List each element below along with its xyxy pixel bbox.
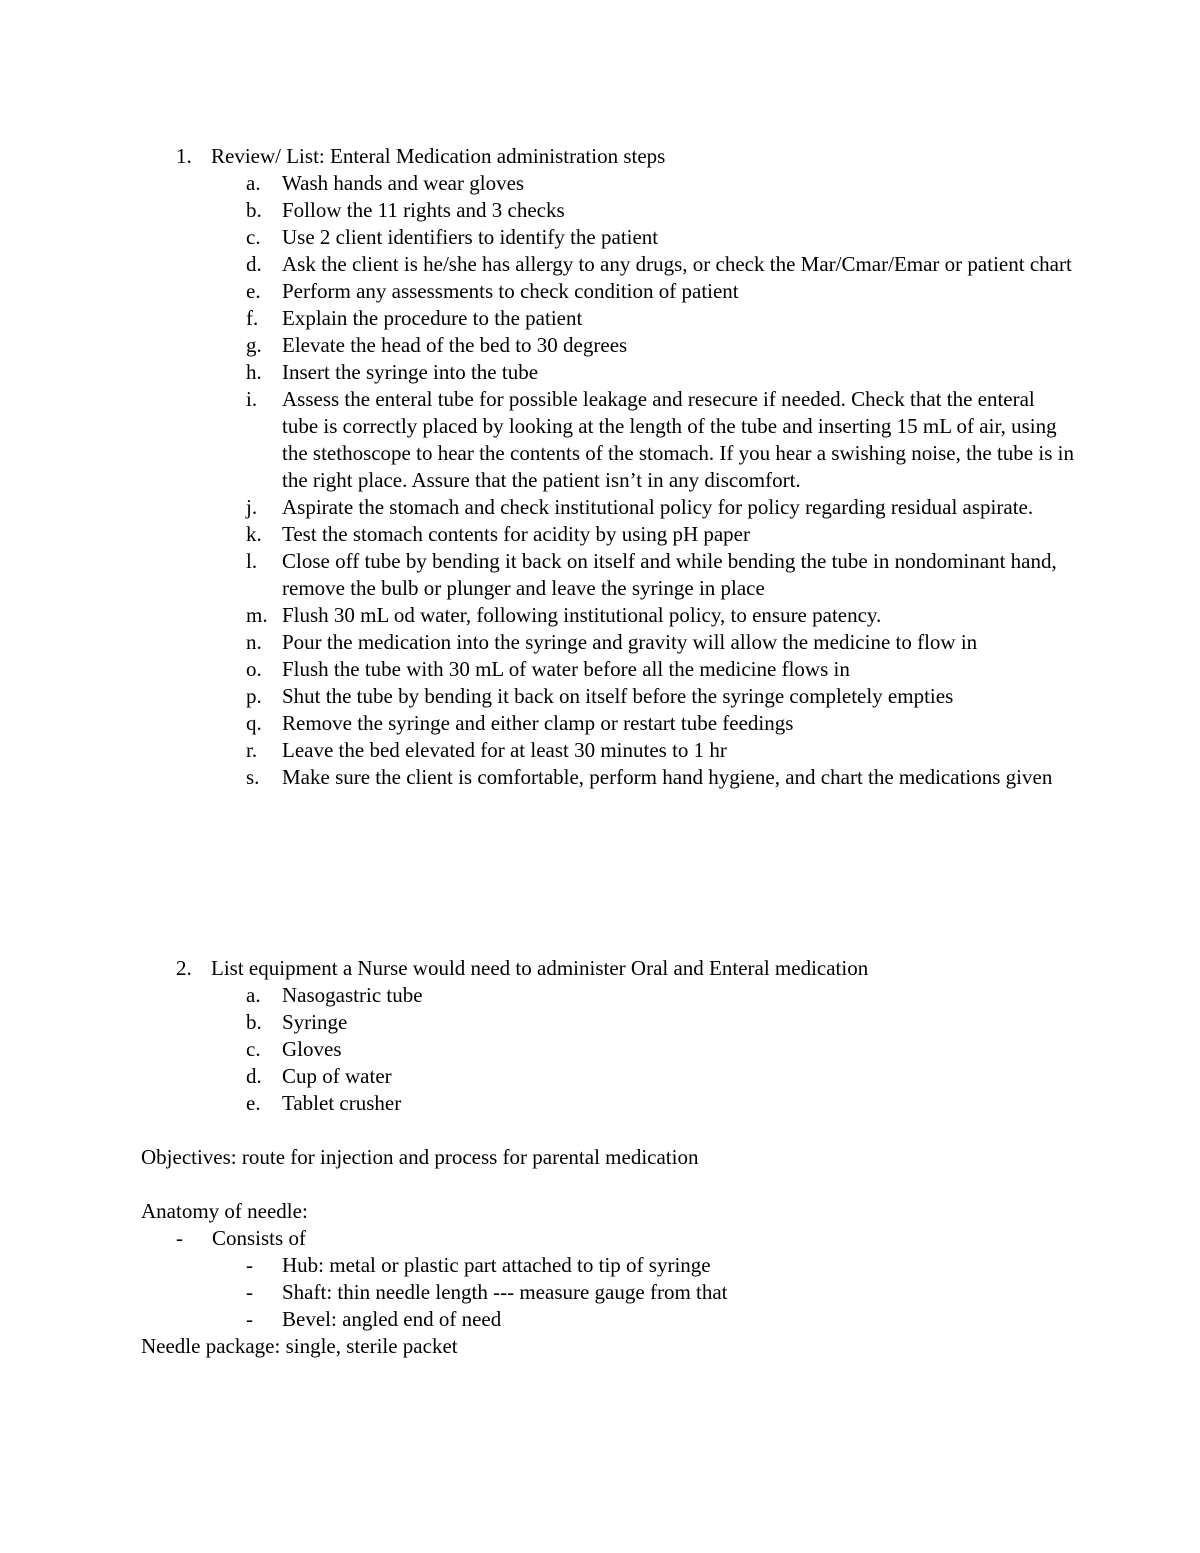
list-marker: k. — [246, 522, 262, 546]
list-item — [246, 197, 1076, 224]
list-marker: d. — [246, 1064, 262, 1088]
needle-part-text: Bevel: angled end of need — [282, 1307, 502, 1331]
section-1-number: 1. — [176, 144, 192, 168]
list-item-text: Nasogastric tube — [282, 983, 423, 1007]
objectives-line: Objectives: route for injection and process for parental medication — [141, 1145, 699, 1169]
needle-part-hub — [246, 1252, 711, 1279]
list-marker: p. — [246, 684, 262, 708]
list-item-text: Wash hands and wear gloves — [282, 171, 525, 195]
list-marker: a. — [246, 983, 261, 1007]
list-item-text: Remove the syringe and either clamp or restart tube feedings — [282, 711, 794, 735]
list-item — [246, 305, 1076, 332]
list-item-text: Use 2 client identifiers to identify the patient — [282, 225, 659, 249]
section-2-number: 2. — [176, 956, 192, 980]
list-marker: b. — [246, 198, 262, 222]
list-item-text: Ask the client is he/she has allergy to any drugs, or check the Mar/Cmar/Emar or patient chart — [282, 252, 1072, 276]
list-marker: o. — [246, 657, 262, 681]
list-item-text: Aspirate the stomach and check institutional policy for policy regarding residual aspirate. — [282, 495, 1034, 519]
list-item-text: Gloves — [282, 1037, 342, 1061]
consists-of-line — [176, 1225, 306, 1252]
list-item — [246, 1036, 1076, 1063]
list-item-text: Shut the tube by bending it back on itself before the syringe completely empties — [282, 684, 954, 708]
list-item — [246, 683, 1076, 710]
list-item — [246, 170, 1076, 197]
list-item-text: Close off tube by bending it back on itself and while bending the tube in nondominant hand, remove the bulb or plunger and leave the syringe in place — [282, 549, 1057, 600]
list-item-text: Syringe — [282, 1010, 348, 1034]
list-item — [246, 629, 1076, 656]
list-item-text: Follow the 11 rights and 3 checks — [282, 198, 565, 222]
list-item — [246, 737, 1076, 764]
list-marker: r. — [246, 738, 258, 762]
list-marker: e. — [246, 279, 261, 303]
list-item-text: Pour the medication into the syringe and gravity will allow the medicine to flow in — [282, 630, 978, 654]
needle-part-text: Hub: metal or plastic part attached to tip of syringe — [282, 1253, 711, 1277]
list-item-text: Elevate the head of the bed to 30 degrees — [282, 333, 628, 357]
needle-part-shaft — [246, 1279, 728, 1306]
list-marker: i. — [246, 387, 258, 411]
list-item — [246, 278, 1076, 305]
section-1-title: Review/ List: Enteral Medication administration steps — [211, 144, 666, 168]
section-1-heading — [176, 143, 665, 170]
list-item — [246, 710, 1076, 737]
list-item-text: Test the stomach contents for acidity by using pH paper — [282, 522, 750, 546]
list-item — [246, 764, 1076, 791]
list-item — [246, 359, 1076, 386]
list-marker: g. — [246, 333, 262, 357]
list-marker: q. — [246, 711, 262, 735]
list-marker: j. — [246, 495, 258, 519]
list-item — [246, 548, 1076, 602]
dash-bullet: - — [246, 1280, 253, 1304]
list-item — [246, 982, 1076, 1009]
list-item — [246, 251, 1076, 278]
dash-bullet: - — [246, 1307, 253, 1331]
list-item — [246, 521, 1076, 548]
list-marker: a. — [246, 171, 261, 195]
list-item — [246, 224, 1076, 251]
list-item-text: Tablet crusher — [282, 1091, 402, 1115]
list-item-text: Flush 30 mL od water, following institutional policy, to ensure patency. — [282, 603, 882, 627]
list-marker: f. — [246, 306, 259, 330]
list-marker: n. — [246, 630, 262, 654]
consists-of-text: Consists of — [212, 1226, 306, 1250]
list-item — [246, 494, 1076, 521]
anatomy-heading: Anatomy of needle: — [141, 1199, 308, 1223]
list-marker: c. — [246, 225, 261, 249]
list-item-text: Flush the tube with 30 mL of water before all the medicine flows in — [282, 657, 850, 681]
list-item — [246, 602, 1076, 629]
list-item — [246, 1063, 1076, 1090]
list-marker: b. — [246, 1010, 262, 1034]
list-item-text: Explain the procedure to the patient — [282, 306, 583, 330]
list-marker: s. — [246, 765, 260, 789]
list-item — [246, 332, 1076, 359]
list-marker: c. — [246, 1037, 261, 1061]
list-item — [246, 1009, 1076, 1036]
list-marker: l. — [246, 549, 258, 573]
list-marker: e. — [246, 1091, 261, 1115]
section-1-list — [246, 170, 1076, 791]
list-marker: d. — [246, 252, 262, 276]
section-2-list — [246, 982, 1076, 1117]
needle-package-line: Needle package: single, sterile packet — [141, 1334, 458, 1358]
needle-part-text: Shaft: thin needle length --- measure gauge from that — [282, 1280, 728, 1304]
list-item — [246, 656, 1076, 683]
list-item-text: Make sure the client is comfortable, perform hand hygiene, and chart the medications given — [282, 765, 1053, 789]
dash-bullet: - — [246, 1253, 253, 1277]
list-item-text: Assess the enteral tube for possible leakage and resecure if needed. Check that the enteral tube is correctly placed by looking at the length of the tube and inserting 15 mL of air, using the stethoscope to hear the contents of the stomach. If you hear a swishing noise, the tube is in the right place. Assure that the patient isn’t in any discomfort. — [282, 387, 1074, 492]
section-2-title: List equipment a Nurse would need to administer Oral and Enteral medication — [211, 956, 869, 980]
list-item-text: Cup of water — [282, 1064, 392, 1088]
list-marker: m. — [246, 603, 268, 627]
list-item-text: Insert the syringe into the tube — [282, 360, 539, 384]
list-item-text: Perform any assessments to check condition of patient — [282, 279, 739, 303]
needle-part-bevel — [246, 1306, 501, 1333]
list-item — [246, 1090, 1076, 1117]
list-item — [246, 386, 1076, 494]
list-item-text: Leave the bed elevated for at least 30 minutes to 1 hr — [282, 738, 727, 762]
section-2-heading — [176, 955, 868, 982]
list-marker: h. — [246, 360, 262, 384]
dash-bullet: - — [176, 1226, 183, 1250]
